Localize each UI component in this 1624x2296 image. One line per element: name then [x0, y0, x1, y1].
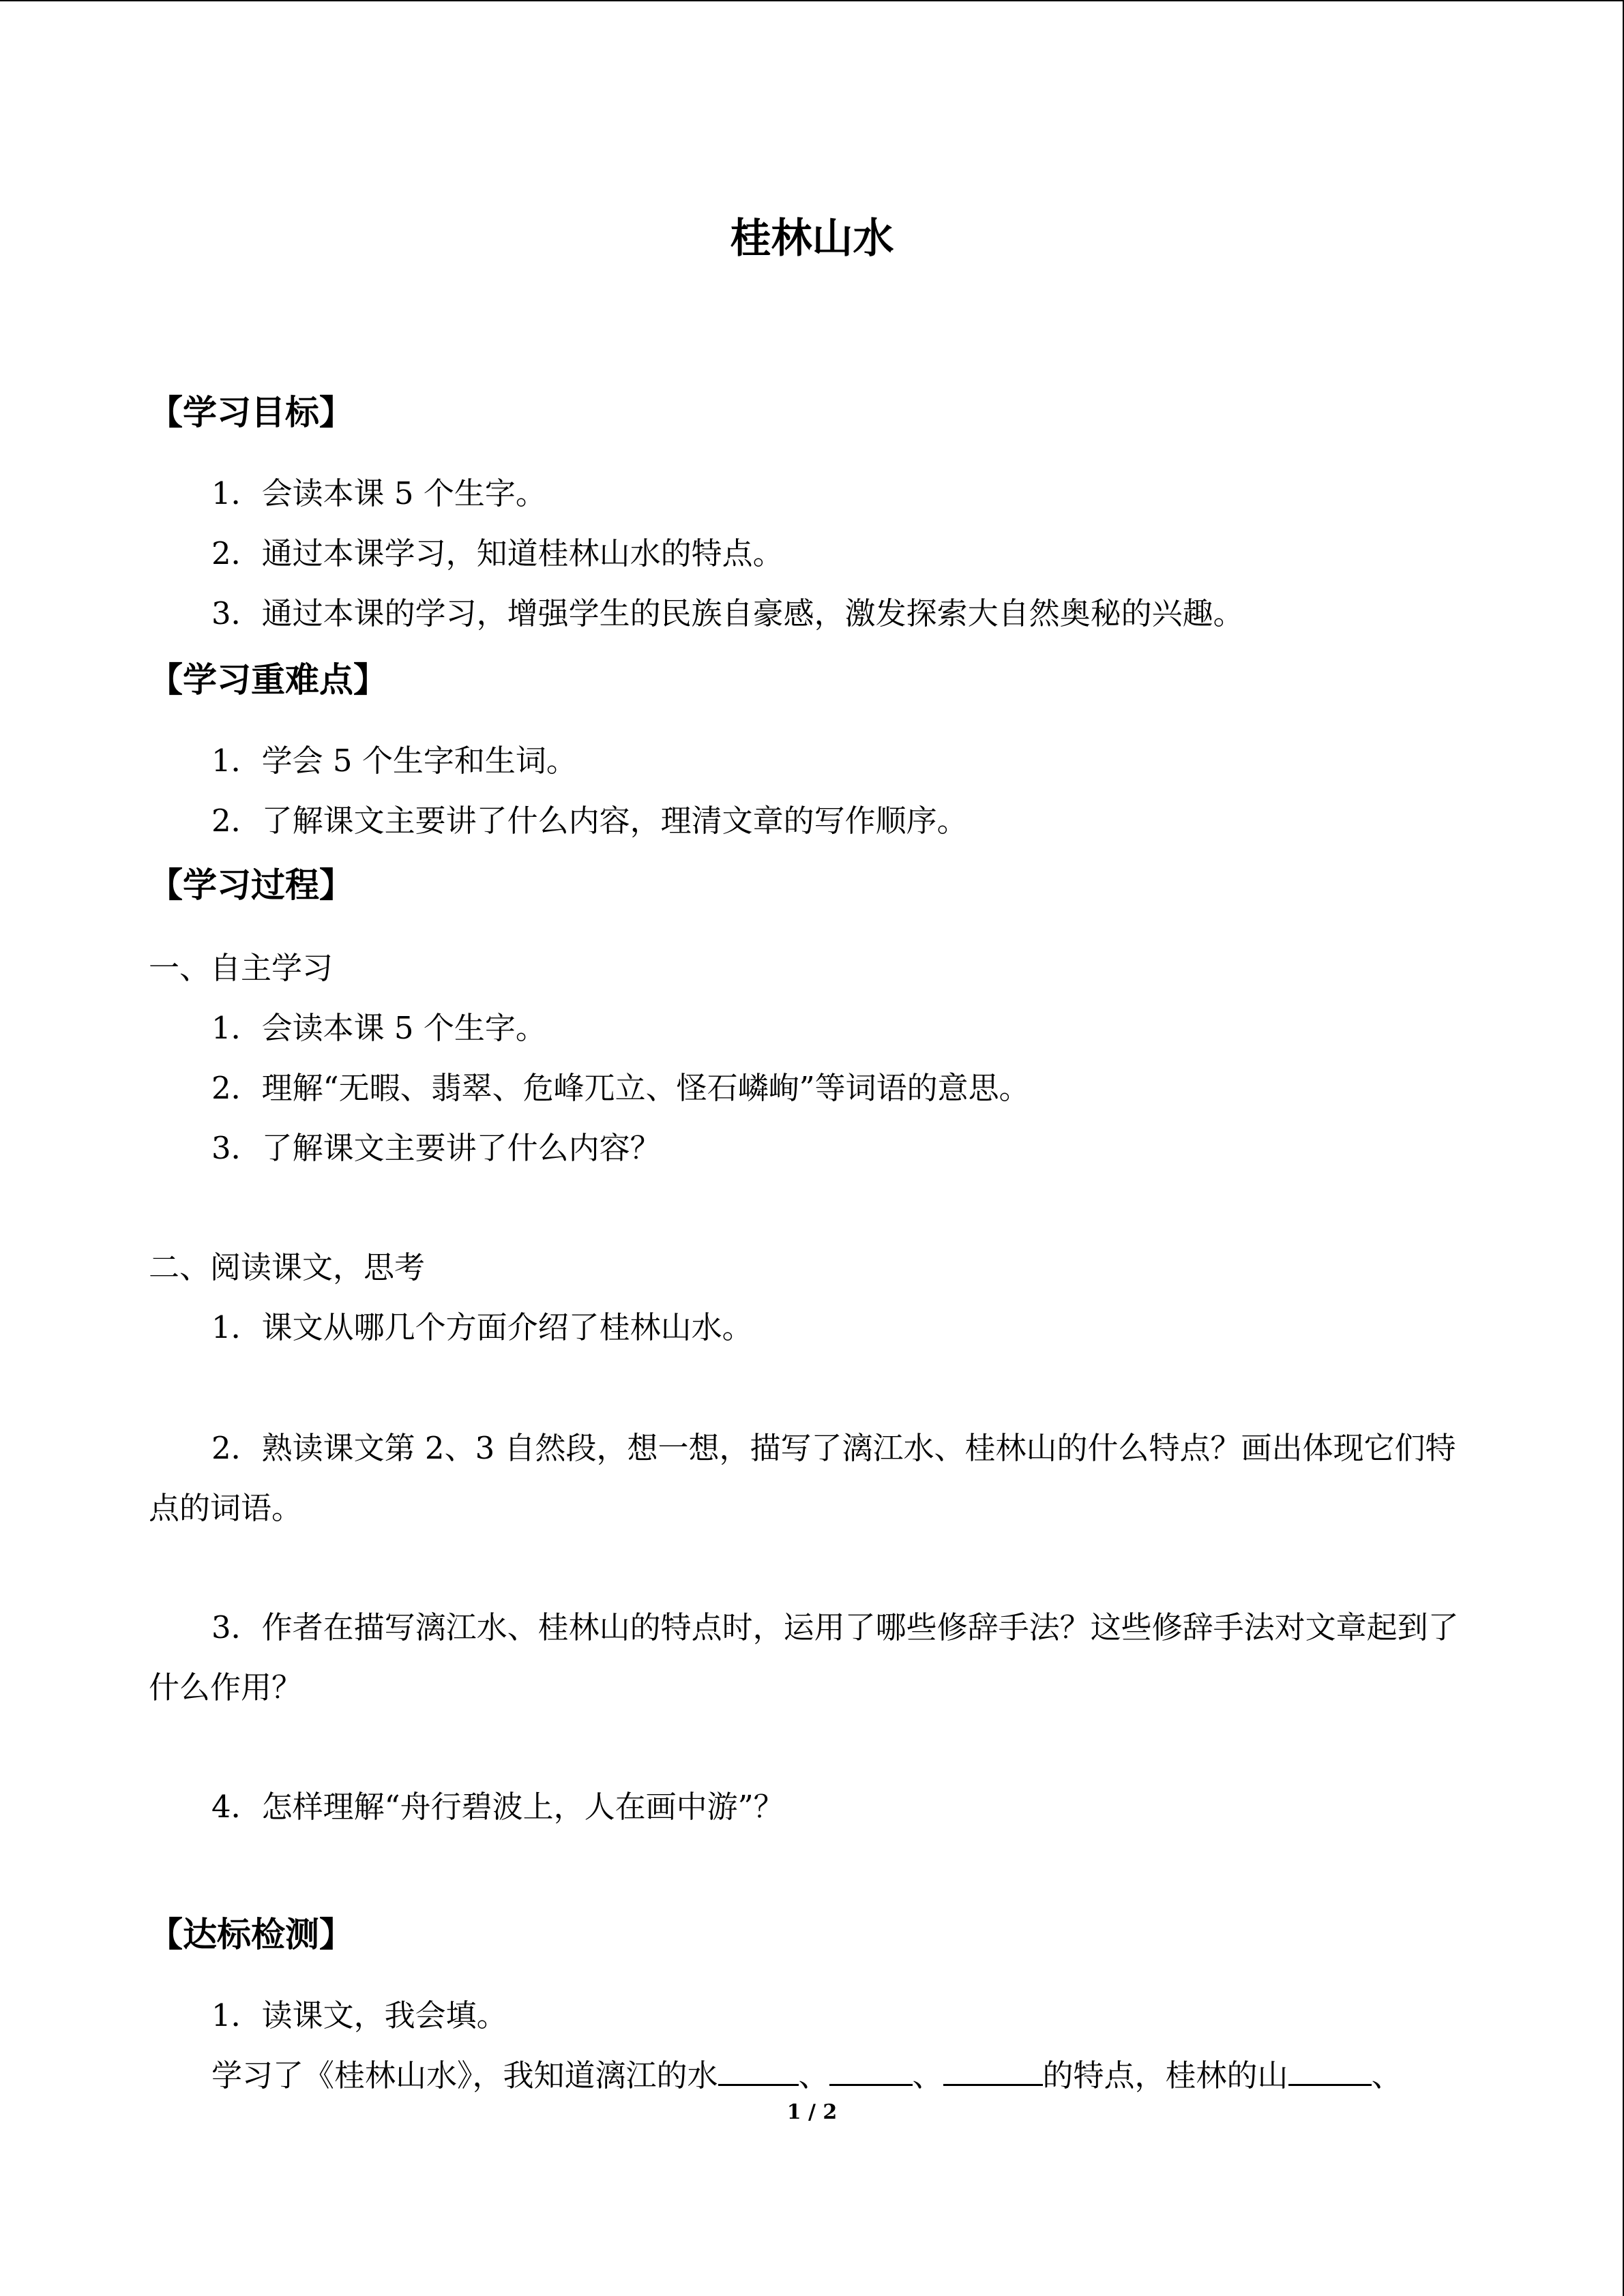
- section-heading-process: 【学习过程】: [149, 865, 353, 905]
- process-part2-question-3: 3．作者在描写漓江水、桂林山的特点时，运用了哪些修辞手法？这些修辞手法对文章起到了什么作用？: [149, 1609, 1459, 1705]
- process-part1-label: 一、自主学习: [149, 950, 334, 986]
- process-part2-question-4: 4．怎样理解“舟行碧波上，人在画中游”？: [211, 1789, 784, 1825]
- page-title: 桂林山水: [730, 215, 894, 263]
- fill-blank-4[interactable]: [1288, 2054, 1372, 2086]
- fill-blank-1[interactable]: [718, 2054, 799, 2086]
- process-part2-question-1: 1．课文从哪几个方面介绍了桂林山水。: [211, 1309, 753, 1345]
- key-point-item-1: 1．学会 5 个生字和生词。: [211, 743, 577, 779]
- process-part2-question-2: 2．熟读课文第 2、3 自然段，想一想，描写了漓江水、桂林山的什么特点？画出体现它们特点的词语。: [149, 1430, 1456, 1526]
- fill-sep-2: 、: [912, 2057, 943, 2093]
- goal-item-1: 1．会读本课 5 个生字。: [211, 475, 546, 511]
- process-part2-label: 二、阅读课文，思考: [149, 1249, 426, 1285]
- process-part1-item-3: 3．了解课文主要讲了什么内容？: [211, 1130, 661, 1166]
- fill-text-a: 学习了《桂林山水》，我知道漓江的水: [211, 2057, 718, 2093]
- fill-in-sentence: [211, 2054, 1402, 2098]
- goal-item-2: 2．通过本课学习，知道桂林山水的特点。: [211, 535, 784, 571]
- fill-blank-2[interactable]: [829, 2054, 913, 2086]
- fill-tail: 、: [1371, 2057, 1402, 2093]
- fill-blank-3[interactable]: [943, 2054, 1043, 2086]
- goal-item-3: 3．通过本课的学习，增强学生的民族自豪感，激发探索大自然奥秘的兴趣。: [211, 595, 1244, 631]
- key-point-item-2: 2．了解课文主要讲了什么内容，理清文章的写作顺序。: [211, 803, 968, 839]
- section-heading-goals: 【学习目标】: [149, 393, 353, 432]
- section-heading-key-points: 【学习重难点】: [149, 660, 387, 700]
- process-part1-item-2: 2．理解“无暇、翡翠、危峰兀立、怪石嶙峋”等词语的意思。: [211, 1070, 1030, 1106]
- test-question-1: 1．读课文，我会填。: [211, 1997, 507, 2033]
- page-number: 1 / 2: [786, 2100, 838, 2124]
- process-part1-item-1: 1．会读本课 5 个生字。: [211, 1010, 546, 1046]
- section-heading-test: 【达标检测】: [149, 1915, 353, 1954]
- fill-text-b: 的特点，桂林的山: [1042, 2057, 1288, 2093]
- fill-sep-1: 、: [798, 2057, 829, 2093]
